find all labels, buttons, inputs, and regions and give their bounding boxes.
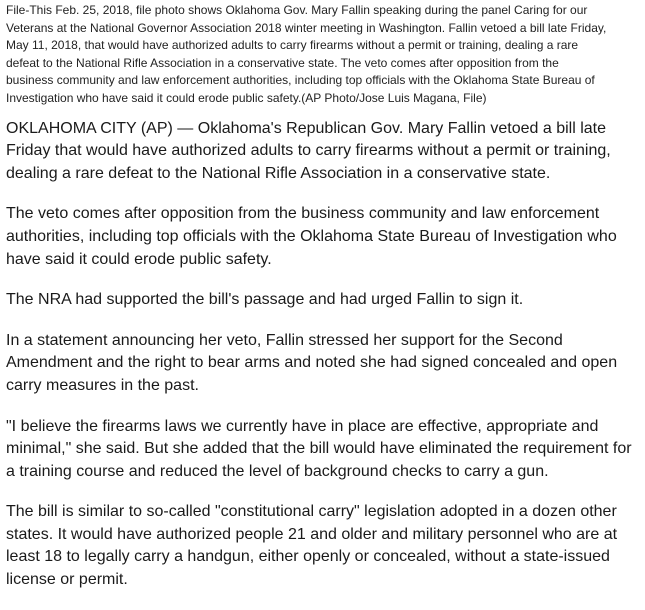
paragraph-line: have said it could erode public safety.: [6, 250, 272, 268]
paragraph-statement: [6, 330, 645, 398]
paragraph-line: least 18 to legally carry a handgun, either openly or concealed, without a state-issued: [6, 548, 610, 566]
paragraph-line: carry measures in the past.: [6, 376, 199, 394]
paragraph-line: Amendment and the right to bear arms and noted she had signed concealed and open: [6, 354, 618, 372]
paragraph-veto-opposition: [6, 203, 645, 271]
paragraph-line: OKLAHOMA CITY (AP) — Oklahoma's Republican Gov. Mary Fallin vetoed a bill late: [6, 119, 607, 137]
paragraph-line: In a statement announcing her veto, Fallin stressed her support for the Second: [6, 331, 563, 349]
caption-line: May 11, 2018, that would have authorized adults to carry firearms without a permit or training, dealing a rare: [6, 38, 579, 53]
caption-line: File-This Feb. 25, 2018, file photo shows Oklahoma Gov. Mary Fallin speaking during the panel Caring for our: [6, 3, 588, 17]
paragraph-line: states. It would have authorized people 21 and older and military personnel who are at: [6, 525, 618, 543]
paragraph-line: authorities, including top officials with the Oklahoma State Bureau of Investigation who: [6, 227, 617, 245]
article: [6, 2, 645, 610]
paragraph-line: dealing a rare defeat to the National Rifle Association in a conservative state.: [6, 164, 551, 182]
paragraph-line: Friday that would have authorized adults to carry firearms without a permit or training,: [6, 142, 611, 160]
caption-line: business community and law enforcement authorities, including top officials with the Oklahoma State Bureau of: [6, 73, 595, 88]
paragraph-dateline: [6, 118, 645, 186]
photo-caption: [6, 2, 645, 108]
caption-line: Investigation who have said it could erode public safety.(AP Photo/Jose Luis Magana, File): [6, 90, 487, 105]
caption-line: Veterans at the National Governor Association 2018 winter meeting in Washington. Fallin vetoed a bill late Friday,: [6, 20, 607, 35]
paragraph-line: minimal," she said. But she added that the bill would have eliminated the requirement for: [6, 440, 632, 458]
paragraph-line: The NRA had supported the bill's passage and had urged Fallin to sign it.: [6, 291, 524, 309]
paragraph-nra-support: [6, 289, 645, 312]
paragraph-line: a training course and reduced the level of background checks to carry a gun.: [6, 462, 549, 480]
paragraph-line: The bill is similar to so-called "constitutional carry" legislation adopted in a dozen other: [6, 503, 617, 521]
paragraph-line: license or permit.: [6, 571, 128, 589]
paragraph-constitutional-carry: [6, 501, 645, 591]
paragraph-line: "I believe the firearms laws we currently have in place are effective, appropriate and: [6, 417, 599, 435]
caption-line: defeat to the National Rifle Association in a conservative state. The veto comes after opposition from the: [6, 55, 559, 70]
paragraph-quote: [6, 416, 645, 484]
paragraph-line: The veto comes after opposition from the business community and law enforcement: [6, 205, 600, 223]
